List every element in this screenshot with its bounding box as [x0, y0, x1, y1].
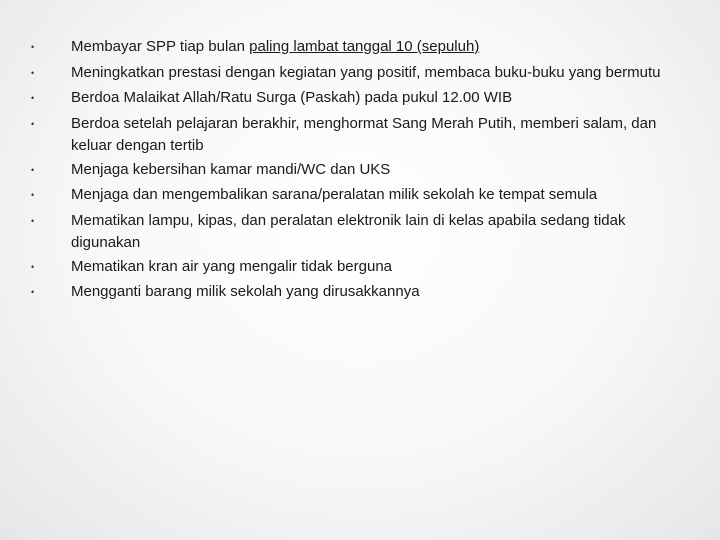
- list-item-text: Menjaga kebersihan kamar mandi/WC dan UKS: [71, 160, 391, 178]
- bullet-icon: •: [31, 287, 35, 297]
- bullet-icon: •: [31, 118, 35, 129]
- bullet-icon: •: [31, 215, 35, 226]
- list-item-text: Mengganti barang milik sekolah yang dirusakkannya: [71, 283, 420, 300]
- list-item-text: [71, 35, 670, 58]
- list-item: [30, 158, 670, 183]
- list-item-text: Berdoa setelah pelajaran berakhir, menghormat Sang Merah Putih, memberi salam, dan keluar dengan tertib: [71, 114, 657, 154]
- list-item: [30, 61, 670, 86]
- bullet-icon: •: [31, 67, 35, 78]
- list-item-text: Mematikan kran air yang mengalir tidak berguna: [71, 257, 392, 275]
- list-item-text: Menjaga dan mengembalikan sarana/peralatan milik sekolah ke tempat semula: [71, 186, 598, 203]
- bullet-icon: •: [31, 93, 35, 103]
- list-item: [30, 35, 670, 60]
- list-item-text: Meningkatkan prestasi dengan kegiatan yang positif, membaca buku-buku yang bermutu: [71, 63, 661, 81]
- list-item-text-underlined: paling lambat tanggal 10 (sepuluh): [249, 38, 480, 55]
- list-item-text-plain: Membayar SPP tiap bulan: [71, 38, 250, 55]
- bullet-icon: •: [31, 42, 35, 52]
- list-item: [30, 183, 670, 208]
- list-item: [30, 112, 670, 157]
- bullet-icon: •: [31, 164, 35, 175]
- bullet-icon: •: [31, 261, 35, 272]
- list-item: [30, 255, 670, 280]
- list-item-text: Berdoa Malaikat Allah/Ratu Surga (Paskah) pada pukul 12.00 WIB: [71, 89, 513, 106]
- list-item-text: Mematikan lampu, kipas, dan peralatan elektronik lain di kelas apabila sedang tidak digunakan: [71, 211, 626, 251]
- list-item: [30, 280, 670, 305]
- list-item: [30, 86, 670, 111]
- bullet-list: [30, 35, 670, 305]
- bullet-icon: •: [31, 190, 35, 200]
- list-item: [30, 209, 670, 254]
